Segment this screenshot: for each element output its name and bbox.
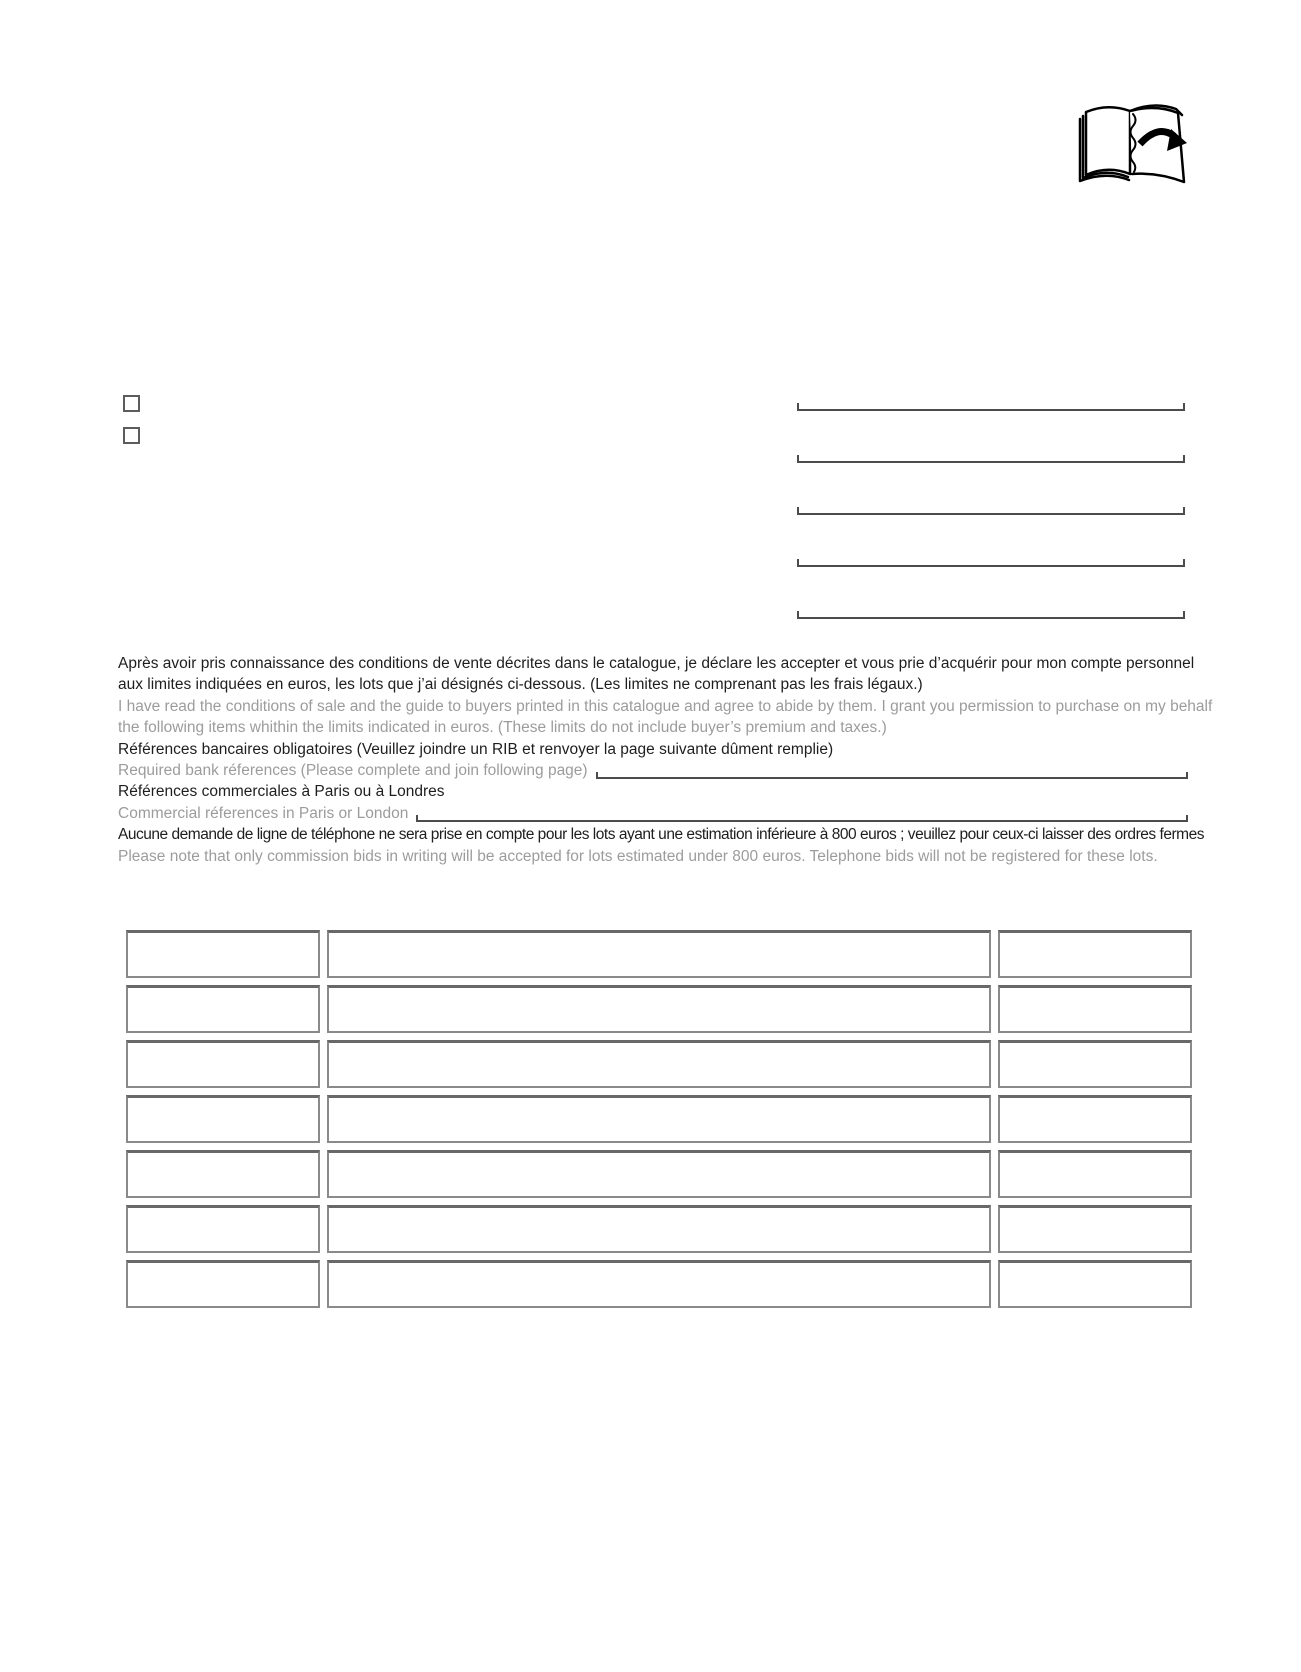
bid-table-row xyxy=(126,930,1192,978)
terms-line-text: Required bank réferences (Please complete and join following page) xyxy=(118,761,588,779)
bid-table-cell[interactable] xyxy=(327,1205,991,1253)
terms-line-text: the following items whithin the limits indicated in euros. (These limits do not include buyer’s premium and taxes.) xyxy=(118,719,887,737)
terms-line xyxy=(118,848,1190,869)
terms-line-text: Commercial réferences in Paris or London xyxy=(118,804,409,822)
reference-write-in-line[interactable] xyxy=(416,815,1188,822)
terms-line-text: I have read the conditions of sale and the guide to buyers printed in this catalogue and agree to abide by them. I grant you permission to purchase on my behalf xyxy=(118,697,1213,715)
terms-line xyxy=(118,805,1190,826)
bid-option-checkbox[interactable] xyxy=(123,395,140,412)
bid-table-cell[interactable] xyxy=(327,985,991,1033)
bid-option-checkbox[interactable] xyxy=(123,427,140,444)
bid-table-cell[interactable] xyxy=(126,1205,320,1253)
contact-write-in-line[interactable] xyxy=(797,611,1185,619)
bid-table-cell[interactable] xyxy=(998,1040,1192,1088)
bid-table-cell[interactable] xyxy=(998,930,1192,978)
reference-write-in-line[interactable] xyxy=(596,772,1188,779)
terms-line-text: aux limites indiquées en euros, les lots que j’ai désignés ci-dessous. (Les limites ne comprenant pas les frais légaux.) xyxy=(118,676,923,694)
bid-table xyxy=(126,930,1192,1315)
bid-table-cell[interactable] xyxy=(327,930,991,978)
bid-table-cell[interactable] xyxy=(126,1260,320,1308)
terms-line xyxy=(118,783,1190,804)
bid-table-row xyxy=(126,985,1192,1033)
open-book-icon xyxy=(1072,98,1197,190)
contact-write-in-line[interactable] xyxy=(797,403,1185,411)
contact-write-in-line[interactable] xyxy=(797,507,1185,515)
bid-table-cell[interactable] xyxy=(998,1095,1192,1143)
terms-line-text: Aucune demande de ligne de téléphone ne sera prise en compte pour les lots ayant une estimation inférieure à 800 euros ; veuillez pour ceux-ci laisser des ordres fermes xyxy=(118,826,1204,844)
bid-table-row xyxy=(126,1260,1192,1308)
bid-table-cell[interactable] xyxy=(998,1205,1192,1253)
bid-table-cell[interactable] xyxy=(998,985,1192,1033)
bid-table-cell[interactable] xyxy=(327,1040,991,1088)
bid-table-cell[interactable] xyxy=(327,1095,991,1143)
bid-table-cell[interactable] xyxy=(126,930,320,978)
bid-table-row xyxy=(126,1150,1192,1198)
bid-table-cell[interactable] xyxy=(327,1260,991,1308)
contact-write-in-line[interactable] xyxy=(797,455,1185,463)
terms-line xyxy=(118,719,1190,740)
bid-table-row xyxy=(126,1205,1192,1253)
contact-write-in-lines-group xyxy=(797,403,1185,633)
terms-line xyxy=(118,762,1190,783)
terms-line xyxy=(118,826,1204,847)
bid-table-cell[interactable] xyxy=(998,1150,1192,1198)
bid-table-cell[interactable] xyxy=(126,985,320,1033)
terms-line xyxy=(118,741,1190,762)
terms-line-text: Après avoir pris connaissance des conditions de vente décrites dans le catalogue, je déclare les accepter et vous prie d’acquérir pour mon compte personnel xyxy=(118,655,1195,672)
terms-line-text: Please note that only commission bids in writing will be accepted for lots estimated under 800 euros. Telephone bids will not be registered for these lots. xyxy=(118,847,1158,865)
bid-table-cell[interactable] xyxy=(126,1095,320,1143)
terms-line xyxy=(118,676,1190,697)
terms-line xyxy=(118,697,1213,719)
terms-line xyxy=(118,655,1195,676)
turn-page-book-icon xyxy=(1072,98,1197,190)
contact-write-in-line[interactable] xyxy=(797,559,1185,567)
bid-table-cell[interactable] xyxy=(126,1150,320,1198)
bid-table-cell[interactable] xyxy=(327,1150,991,1198)
terms-line-text: Références commerciales à Paris ou à Londres xyxy=(118,783,445,801)
bid-table-cell[interactable] xyxy=(126,1040,320,1088)
bid-table-row xyxy=(126,1040,1192,1088)
terms-and-references-block xyxy=(118,655,1213,869)
bid-table-cell[interactable] xyxy=(998,1260,1192,1308)
terms-line-text: Références bancaires obligatoires (Veuillez joindre un RIB et renvoyer la page suivante dûment remplie) xyxy=(118,740,834,758)
bid-table-row xyxy=(126,1095,1192,1143)
